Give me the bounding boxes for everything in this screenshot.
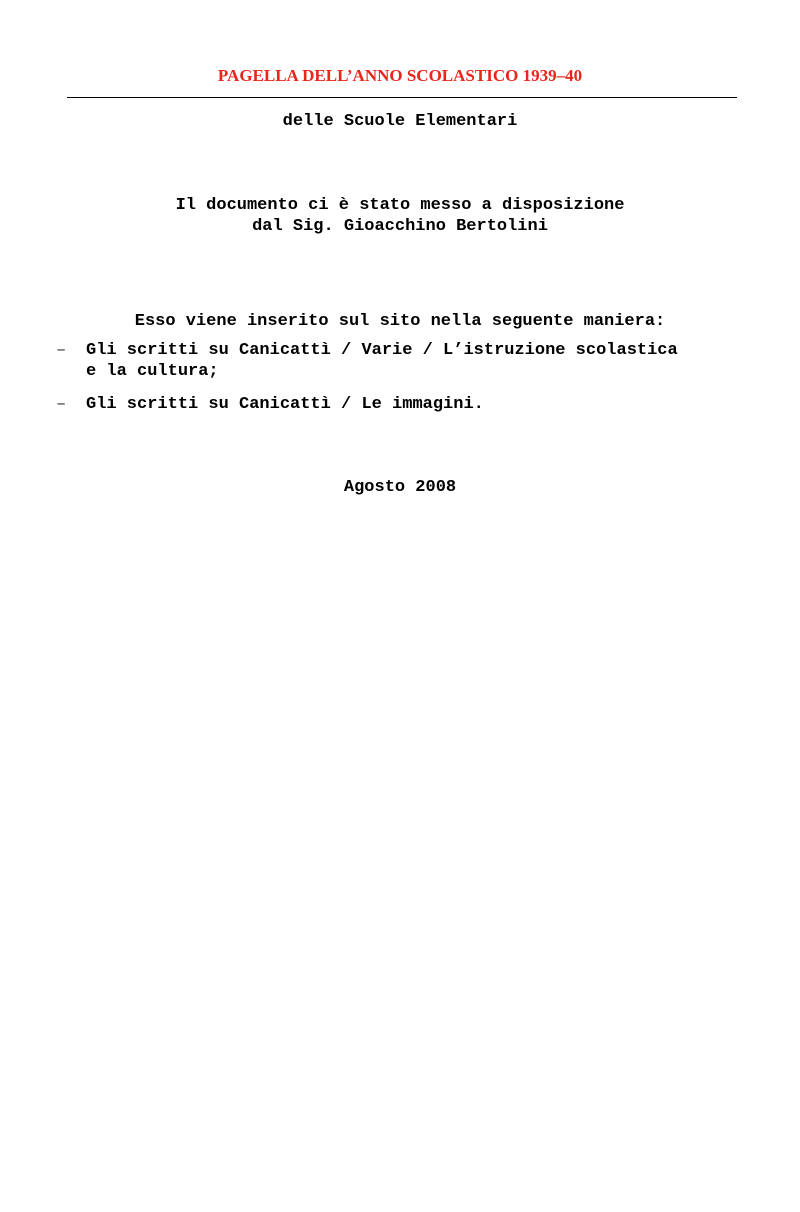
- credit-line-1: Il documento ci è stato messo a disposizione: [175, 196, 625, 215]
- list-item: [56, 394, 776, 415]
- dash-bullet: –: [56, 341, 67, 360]
- list-item-text: Gli scritti su Canicattì / Le immagini.: [86, 395, 484, 414]
- credit-line-2: dal Sig. Gioacchino Bertolini: [252, 217, 548, 236]
- document-subtitle: delle Scuole Elementari: [282, 112, 518, 131]
- intro-text: Esso viene inserito sul sito nella seguente maniera:: [134, 312, 666, 331]
- document-title: PAGELLA DELL’ANNO SCOLASTICO 1939–40: [217, 66, 583, 85]
- list-item: [56, 340, 776, 382]
- dash-bullet: –: [56, 395, 67, 414]
- placement-list: [56, 340, 776, 427]
- document-date: Agosto 2008: [343, 478, 457, 497]
- list-item-text: Gli scritti su Canicattì / Varie / L’istruzione scolastica e la cultura;: [86, 341, 678, 381]
- title-divider: [67, 97, 737, 98]
